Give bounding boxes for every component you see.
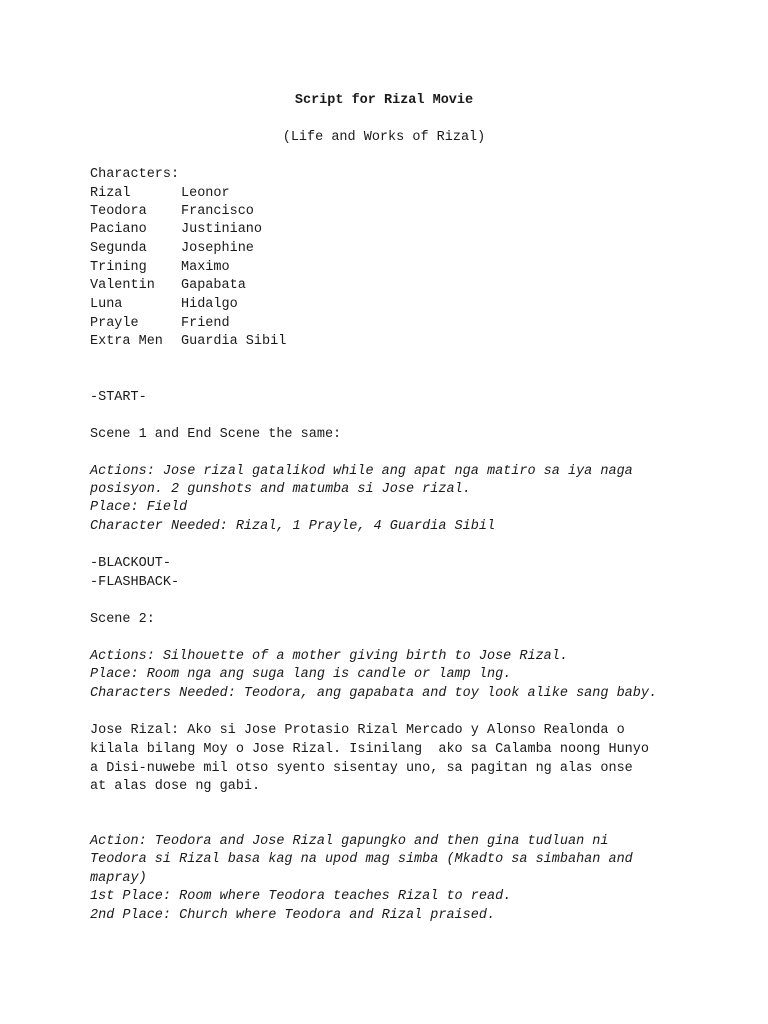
character-col2: Maximo — [181, 260, 230, 275]
character-col2: Justiniano — [181, 222, 263, 237]
character-col2: Leonor — [181, 186, 230, 201]
character-col1: Luna — [90, 297, 123, 312]
character-col1: Rizal — [90, 186, 131, 201]
scene2-heading: Scene 2: — [90, 612, 155, 627]
blackout-marker: -BLACKOUT- — [90, 556, 172, 571]
scene3-place-first: 1st Place: Room where Teodora teaches Rizal to read. — [90, 889, 512, 904]
character-col2: Guardia Sibil — [181, 334, 287, 349]
scene3-action: Teodora si Rizal basa kag na upod mag simba (Mkadto sa simbahan and — [90, 852, 633, 867]
character-col1: Prayle — [90, 316, 139, 331]
scene1-actions: posisyon. 2 gunshots and matumba si Jose rizal. — [90, 482, 471, 497]
scene1-actions: Actions: Jose rizal gatalikod while ang apat nga matiro sa iya naga — [90, 464, 633, 479]
scene3-action: Action: Teodora and Jose Rizal gapungko and then gina tudluan ni — [90, 834, 609, 849]
scene3-action: mapray) — [90, 871, 147, 886]
dialogue-line: a Disi-nuwebe mil otso syento sisentay uno, sa pagitan ng alas onse — [90, 761, 633, 776]
characters-heading: Characters: — [90, 167, 180, 182]
dialogue-line: at alas dose ng gabi. — [90, 779, 261, 794]
character-col2: Francisco — [181, 204, 254, 219]
character-col1: Trining — [90, 260, 147, 275]
dialogue-line: kilala bilang Moy o Jose Rizal. Isinilang ako sa Calamba noong Hunyo — [90, 742, 649, 757]
character-col2: Josephine — [181, 241, 254, 256]
scene1-place: Place: Field — [90, 500, 188, 515]
character-col2: Hidalgo — [181, 297, 238, 312]
character-col1: Extra Men — [90, 334, 163, 349]
document-title: Script for Rizal Movie — [294, 93, 474, 108]
character-col2: Friend — [181, 316, 230, 331]
flashback-marker: -FLASHBACK- — [90, 575, 180, 590]
scene1-characters: Character Needed: Rizal, 1 Prayle, 4 Guardia Sibil — [90, 519, 496, 534]
scene2-place: Place: Room nga ang suga lang is candle or lamp lng. — [90, 667, 512, 682]
start-marker: -START- — [90, 390, 147, 405]
document-subtitle: (Life and Works of Rizal) — [282, 130, 486, 145]
scene2-characters: Characters Needed: Teodora, ang gapabata and toy look alike sang baby. — [90, 686, 658, 701]
character-col1: Teodora — [90, 204, 147, 219]
character-col2: Gapabata — [181, 278, 246, 293]
scene3-place-second: 2nd Place: Church where Teodora and Rizal praised. — [90, 908, 496, 923]
dialogue-line: Jose Rizal: Ako si Jose Protasio Rizal Mercado y Alonso Realonda o — [90, 723, 625, 738]
scene1-heading: Scene 1 and End Scene the same: — [90, 427, 342, 442]
character-col1: Segunda — [90, 241, 147, 256]
scene2-actions: Actions: Silhouette of a mother giving birth to Jose Rizal. — [90, 649, 568, 664]
character-col1: Paciano — [90, 222, 147, 237]
character-col1: Valentin — [90, 278, 155, 293]
